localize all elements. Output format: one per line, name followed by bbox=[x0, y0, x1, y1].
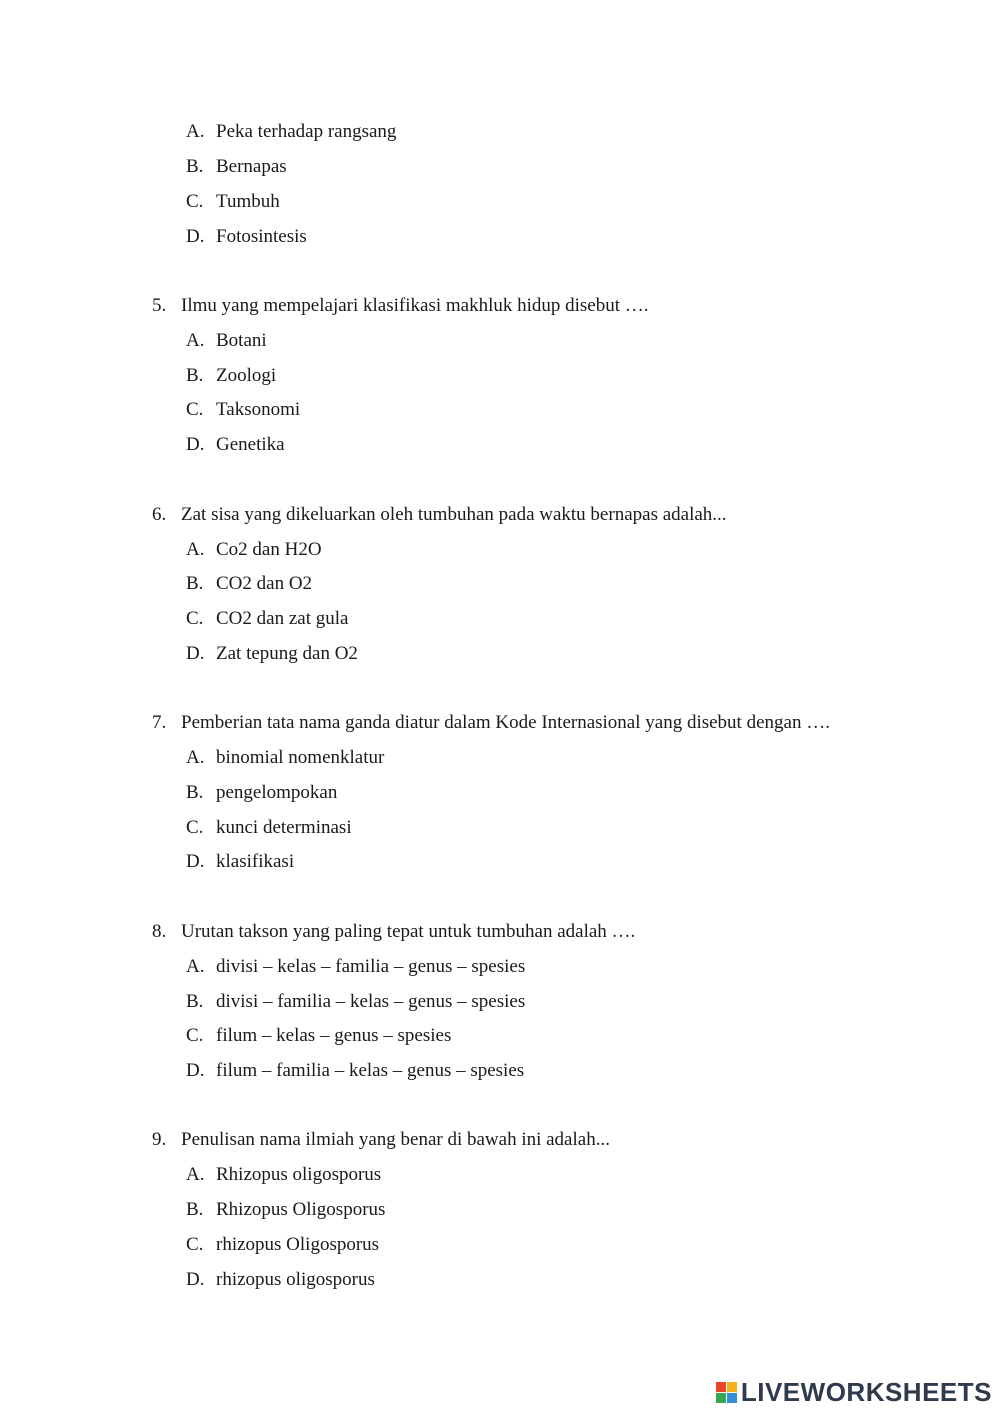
option-row[interactable] bbox=[186, 1198, 886, 1222]
option-row[interactable] bbox=[186, 364, 886, 388]
option-row[interactable] bbox=[186, 746, 886, 770]
option-text: CO2 dan zat gula bbox=[216, 608, 349, 629]
option-letter: A. bbox=[186, 121, 205, 142]
option-text: rhizopus Oligosporus bbox=[216, 1234, 380, 1255]
option-row[interactable] bbox=[186, 1268, 886, 1292]
option-row[interactable] bbox=[186, 155, 886, 179]
option-letter: A. bbox=[186, 330, 205, 351]
option-row[interactable] bbox=[186, 572, 886, 596]
option-letter: D. bbox=[186, 1269, 205, 1290]
option-letter: D. bbox=[186, 851, 205, 872]
question-text: Penulisan nama ilmiah yang benar di bawah ini adalah... bbox=[181, 1129, 610, 1150]
option-letter: C. bbox=[186, 817, 204, 838]
option-text: kunci determinasi bbox=[216, 817, 352, 838]
option-row[interactable] bbox=[186, 538, 886, 562]
question-number: 9. bbox=[152, 1129, 167, 1150]
option-row[interactable] bbox=[186, 329, 886, 353]
option-row[interactable] bbox=[186, 850, 886, 874]
option-letter: C. bbox=[186, 399, 204, 420]
option-text: Fotosintesis bbox=[216, 226, 307, 247]
option-letter: C. bbox=[186, 1025, 204, 1046]
logo-block bbox=[716, 1393, 726, 1403]
question-number: 7. bbox=[152, 712, 167, 733]
option-text: pengelompokan bbox=[216, 782, 338, 803]
option-letter: A. bbox=[186, 747, 205, 768]
option-letter: D. bbox=[186, 226, 205, 247]
liveworksheets-logo[interactable] bbox=[716, 1377, 992, 1407]
option-text: filum – kelas – genus – spesies bbox=[216, 1025, 452, 1046]
option-row[interactable] bbox=[186, 1163, 886, 1187]
question-text: Urutan takson yang paling tepat untuk tumbuhan adalah …. bbox=[181, 921, 636, 942]
option-text: CO2 dan O2 bbox=[216, 573, 313, 594]
option-text: Botani bbox=[216, 330, 267, 351]
option-letter: D. bbox=[186, 643, 205, 664]
option-row[interactable] bbox=[186, 955, 886, 979]
logo-text: LIVEWORKSHEETS bbox=[740, 1377, 992, 1407]
option-letter: B. bbox=[186, 573, 204, 594]
option-row[interactable] bbox=[186, 642, 886, 666]
option-row[interactable] bbox=[186, 190, 886, 214]
option-row[interactable] bbox=[186, 1024, 886, 1048]
option-text: rhizopus oligosporus bbox=[216, 1269, 375, 1290]
logo-mark-icon bbox=[716, 1382, 737, 1403]
option-row[interactable] bbox=[186, 607, 886, 631]
question-number: 8. bbox=[152, 921, 167, 942]
question-text-row bbox=[152, 920, 982, 944]
option-letter: D. bbox=[186, 1060, 205, 1081]
option-row[interactable] bbox=[186, 398, 886, 422]
question-text: Ilmu yang mempelajari klasifikasi makhluk hidup disebut …. bbox=[181, 295, 649, 316]
option-text: Zoologi bbox=[216, 365, 277, 386]
option-letter: B. bbox=[186, 156, 204, 177]
option-letter: A. bbox=[186, 956, 205, 977]
option-text: divisi – kelas – familia – genus – spesies bbox=[216, 956, 526, 977]
option-letter: B. bbox=[186, 782, 204, 803]
option-row[interactable] bbox=[186, 225, 886, 249]
option-text: Zat tepung dan O2 bbox=[216, 643, 358, 664]
option-text: divisi – familia – kelas – genus – spesies bbox=[216, 991, 526, 1012]
question-text: Pemberian tata nama ganda diatur dalam Kode Internasional yang disebut dengan …. bbox=[181, 712, 830, 733]
question-text-row bbox=[152, 711, 982, 735]
option-text: Bernapas bbox=[216, 156, 287, 177]
option-text: klasifikasi bbox=[216, 851, 295, 872]
option-text: Tumbuh bbox=[216, 191, 280, 212]
option-text: Rhizopus oligosporus bbox=[216, 1164, 382, 1185]
option-text: filum – familia – kelas – genus – spesies bbox=[216, 1060, 525, 1081]
option-letter: C. bbox=[186, 191, 204, 212]
option-letter: B. bbox=[186, 365, 204, 386]
option-row[interactable] bbox=[186, 781, 886, 805]
logo-block bbox=[716, 1382, 726, 1392]
option-row[interactable] bbox=[186, 120, 886, 144]
question-text-row bbox=[152, 294, 982, 318]
question-number: 5. bbox=[152, 295, 167, 316]
option-letter: A. bbox=[186, 1164, 205, 1185]
option-row[interactable] bbox=[186, 1059, 886, 1083]
option-text: Co2 dan H2O bbox=[216, 539, 322, 560]
option-row[interactable] bbox=[186, 1233, 886, 1257]
option-letter: C. bbox=[186, 608, 204, 629]
question-number: 6. bbox=[152, 504, 167, 525]
option-text: Genetika bbox=[216, 434, 285, 455]
question-text-row bbox=[152, 503, 982, 527]
option-letter: A. bbox=[186, 539, 205, 560]
option-row[interactable] bbox=[186, 433, 886, 457]
logo-block bbox=[727, 1382, 737, 1392]
option-row[interactable] bbox=[186, 816, 886, 840]
option-letter: D. bbox=[186, 434, 205, 455]
logo-block bbox=[727, 1393, 737, 1403]
option-letter: B. bbox=[186, 1199, 204, 1220]
option-letter: B. bbox=[186, 991, 204, 1012]
option-text: Peka terhadap rangsang bbox=[216, 121, 397, 142]
question-text-row bbox=[152, 1128, 982, 1152]
option-text: binomial nomenklatur bbox=[216, 747, 385, 768]
option-text: Rhizopus Oligosporus bbox=[216, 1199, 386, 1220]
option-letter: C. bbox=[186, 1234, 204, 1255]
option-row[interactable] bbox=[186, 990, 886, 1014]
question-text: Zat sisa yang dikeluarkan oleh tumbuhan pada waktu bernapas adalah... bbox=[181, 504, 727, 525]
option-text: Taksonomi bbox=[216, 399, 301, 420]
